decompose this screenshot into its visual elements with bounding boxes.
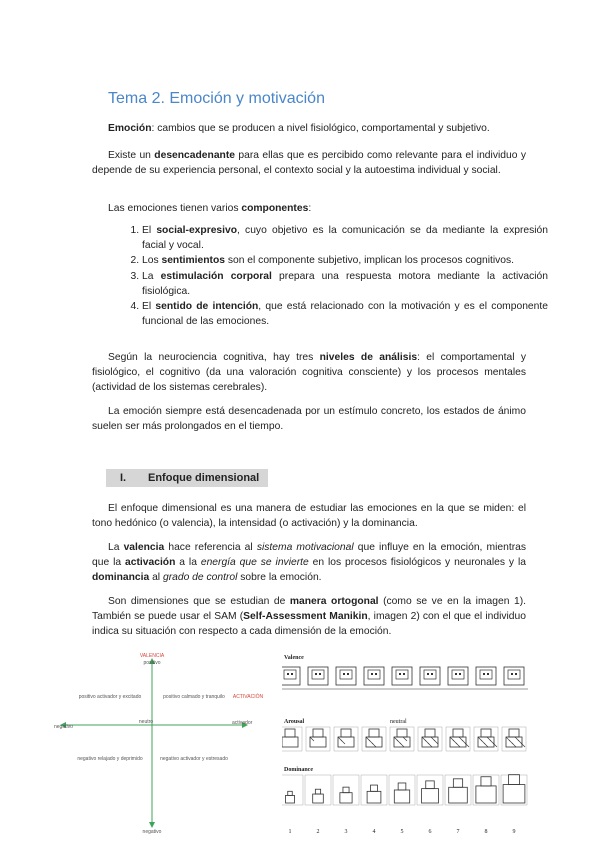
manikin-figure bbox=[444, 667, 472, 689]
paragraph-valencia: La valencia hace referencia al sistema motivacional que influye en la emoción, mientras que la activación a la energía que se invierte en los procesos fisiológicos y neuronales y la dominancia al grado de control sobre la emoción. bbox=[92, 542, 527, 584]
activacion-label: ACTIVACIÓN bbox=[232, 694, 264, 700]
page-title: Tema 2. Emoción y motivación bbox=[108, 90, 325, 107]
manikin-figure bbox=[361, 775, 387, 805]
manikin-figure bbox=[446, 727, 470, 751]
paragraph-ortogonal: Son dimensiones que se estudian de manera ortogonal (como se ve en la imagen 1). También se puede usar el SAM (Self-Assessment Manikin, imagen 2) con el que el individuo indica su situación con respecto a cada dimensión de la emoción. bbox=[92, 596, 526, 638]
left-axis-label: negativo bbox=[54, 724, 73, 730]
top-axis-label: positivo bbox=[143, 660, 161, 666]
scale-number: 6 bbox=[428, 829, 432, 835]
quadrant-q1-label: positivo activador y excitado bbox=[78, 694, 142, 700]
manikin-figure bbox=[306, 727, 330, 751]
quadrant-q3-label: negativo relajado y deprimido bbox=[77, 756, 143, 762]
right-axis-label: activador bbox=[232, 720, 253, 726]
neutral-label: neutral bbox=[390, 719, 407, 725]
bottom-axis-label: negativo bbox=[142, 829, 162, 834]
dimensional-axes-figure bbox=[48, 648, 300, 834]
list-item: 2. Los sentimientos son el componente subjetivo, implican los procesos cognitivos. bbox=[142, 253, 548, 268]
manikin-figure bbox=[333, 775, 359, 805]
axis-arrow-down-icon bbox=[149, 822, 155, 828]
scale-number: 1 bbox=[288, 829, 292, 835]
scale-number: 9 bbox=[512, 829, 516, 835]
valencia-label: VALENCIA bbox=[139, 653, 165, 659]
list-item: 1. El social-expresivo, cuyo objetivo es la comunicación se da mediante la expresión facial y vocal. bbox=[142, 223, 548, 253]
manikin-figure bbox=[332, 667, 360, 689]
paragraph-enfoque: El enfoque dimensional es una manera de estudiar las emociones en la que se miden: el tono hedónico (o valencia), la intensidad (o activación) y la dominancia. bbox=[92, 503, 526, 530]
manikin-figure bbox=[473, 775, 499, 805]
manikin-figure bbox=[472, 667, 500, 689]
components-list bbox=[120, 223, 548, 329]
manikin-figure bbox=[500, 667, 528, 689]
manikin-figure bbox=[282, 727, 302, 751]
center-label: neutro bbox=[138, 719, 154, 725]
manikin-figure bbox=[474, 727, 498, 751]
valence-row-label: Valence bbox=[284, 655, 304, 661]
paragraph-niveles: Según la neurociencia cognitiva, hay tres niveles de análisis: el comportamental y fisiológico, el cognitivo (da una valoración cognitiva consciente) y los procesos mentales (actividad de los sistemas cerebrales). bbox=[92, 352, 527, 394]
scale-number: 7 bbox=[456, 829, 460, 835]
manikin-figure bbox=[416, 667, 444, 689]
manikin-figure bbox=[417, 775, 443, 805]
quadrant-q4-label: negativo activador y estresado bbox=[160, 756, 228, 762]
manikin-figure bbox=[360, 667, 388, 689]
manikin-figure bbox=[502, 727, 526, 751]
quadrant-q2-label: positivo calmado y tranquilo bbox=[163, 694, 225, 700]
paragraph-estimulo: La emoción siempre está desencadenada por un estímulo concreto, los estados de ánimo suelen ser más prolongados en el tiempo. bbox=[92, 406, 526, 433]
paragraph-emocion: Emoción: cambios que se producen a nivel fisiológico, comportamental y subjetivo. bbox=[108, 123, 490, 134]
paragraph-componentes: Las emociones tienen varios componentes: bbox=[108, 203, 312, 214]
scale-number: 5 bbox=[400, 829, 404, 835]
manikin-figure bbox=[390, 727, 414, 751]
dominance-row-label: Dominance bbox=[284, 767, 313, 773]
list-item: 3. La estimulación corporal prepara una respuesta motora mediante la activación fisiológica. bbox=[142, 269, 548, 299]
section-heading: I. Enfoque dimensional bbox=[106, 469, 268, 487]
manikin-figure bbox=[388, 667, 416, 689]
manikin-figure bbox=[282, 775, 303, 805]
scale-number: 3 bbox=[344, 829, 348, 835]
list-item: 4. El sentido de intención, que está relacionado con la motivación y es el componente funcional de las emociones. bbox=[142, 299, 548, 329]
manikin-figure bbox=[418, 727, 442, 751]
manikin-figure bbox=[282, 667, 304, 689]
paragraph-desencadenante: Existe un desencadenante para ellas que es percibido como relevante para el individuo y depende de su experiencia personal, el contexto social y la autoestima individual y social. bbox=[92, 150, 526, 177]
scale-number: 2 bbox=[316, 829, 320, 835]
manikin-figure bbox=[501, 775, 527, 805]
manikin-figure bbox=[445, 775, 471, 805]
sam-scale-numbers bbox=[289, 829, 516, 835]
manikin-figure bbox=[334, 727, 358, 751]
scale-number: 8 bbox=[484, 829, 488, 835]
manikin-figure bbox=[362, 727, 386, 751]
scale-number: 4 bbox=[372, 829, 376, 835]
manikin-figure bbox=[389, 775, 415, 805]
term-emocion: Emoción bbox=[108, 123, 152, 134]
manikin-figure bbox=[304, 667, 332, 689]
sam-manikin-figure bbox=[282, 651, 554, 841]
sam-manikins bbox=[282, 667, 528, 805]
arousal-row-label: Arousal bbox=[284, 719, 305, 725]
manikin-figure bbox=[305, 775, 331, 805]
